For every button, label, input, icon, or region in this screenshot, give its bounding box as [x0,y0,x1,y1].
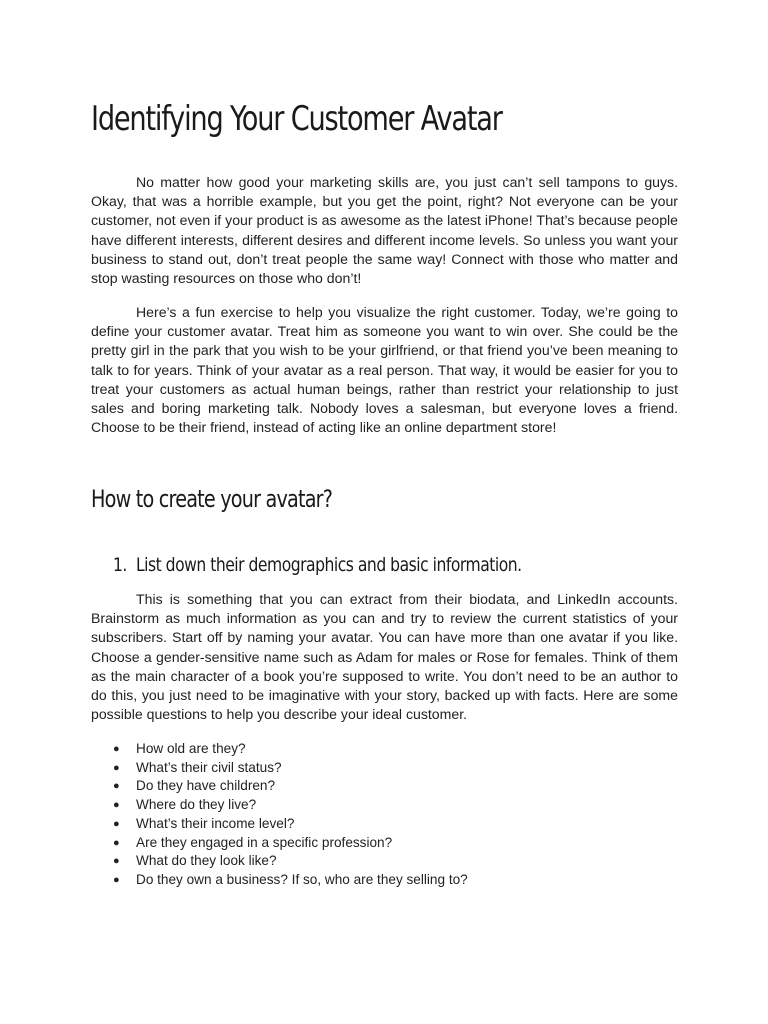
bullet-icon: ● [113,743,120,755]
bullet-icon: ● [113,817,120,830]
list-item [113,815,468,834]
question-list [113,740,468,890]
bullet-icon: ● [113,799,120,812]
list-item [113,759,468,778]
demographics-paragraph: This is something that you can extract from their biodata, and LinkedIn accounts. Brainstorm as much information as you can and try to review the current statistics of your subscribers. Start off by naming your avatar. You can have more than one avatar if you like. Choose a gender-sensitive name such as Adam for males or Rose for females. Think of them as the main character of a book you’re supposed to write. You don’t need to be an author to do this, you just need to be imaginative with your story, backed up with facts. Here are some possible questions to help you describe your ideal customer. [91,591,678,723]
section-heading: How to create your avatar? [91,485,333,513]
list-item-text: Are they engaged in a specific profession? [136,834,393,850]
list-item [113,852,468,871]
list-item [113,796,468,815]
list-item [113,834,468,853]
list-item-text: What do they look like? [136,853,277,869]
step-title: List down their demographics and basic information. [135,554,522,576]
bullet-icon: ● [113,855,120,868]
list-item-text: What’s their civil status? [136,759,282,775]
bullet-icon: ● [113,761,120,774]
step-number: 1. [113,554,127,576]
step-heading [113,551,522,579]
bullet-icon: ● [113,836,120,849]
list-item-text: Do they own a business? If so, who are they selling to? [136,871,468,887]
list-item [113,777,468,796]
list-item [113,871,468,890]
list-item [113,740,468,759]
list-item-text: Do they have children? [136,778,276,794]
bullet-icon: ● [113,873,120,886]
exercise-paragraph: Here’s a fun exercise to help you visualize the right customer. Today, we’re going to define your customer avatar. Treat him as someone you want to win over. She could be the pretty girl in the park that you wish to be your girlfriend, or that friend you’ve been meaning to talk to for years. Think of your avatar as a real person. That way, it would be easier for you to treat your customers as actual human beings, rather than restrict your relationship to just sales and boring marketing talk. Nobody loves a salesman, but everyone loves a friend. Choose to be their friend, instead of acting like an online department store! [91,304,678,436]
bullet-icon: ● [113,780,120,793]
intro-paragraph: No matter how good your marketing skills are, you just can’t sell tampons to guys. Okay, that was a horrible example, but you get the point, right? Not everyone can be your customer, not even if your product is as awesome as the latest iPhone! That’s because people have different interests, different desires and different income levels. So unless you want your business to stand out, don’t treat people the same way! Connect with those who matter and stop wasting resources on those who don’t! [91,174,678,287]
list-item-text: What’s their income level? [136,815,295,831]
document-title: Identifying Your Customer Avatar [91,99,502,139]
list-item-text: How old are they? [136,741,246,756]
list-item-text: Where do they live? [136,797,257,813]
